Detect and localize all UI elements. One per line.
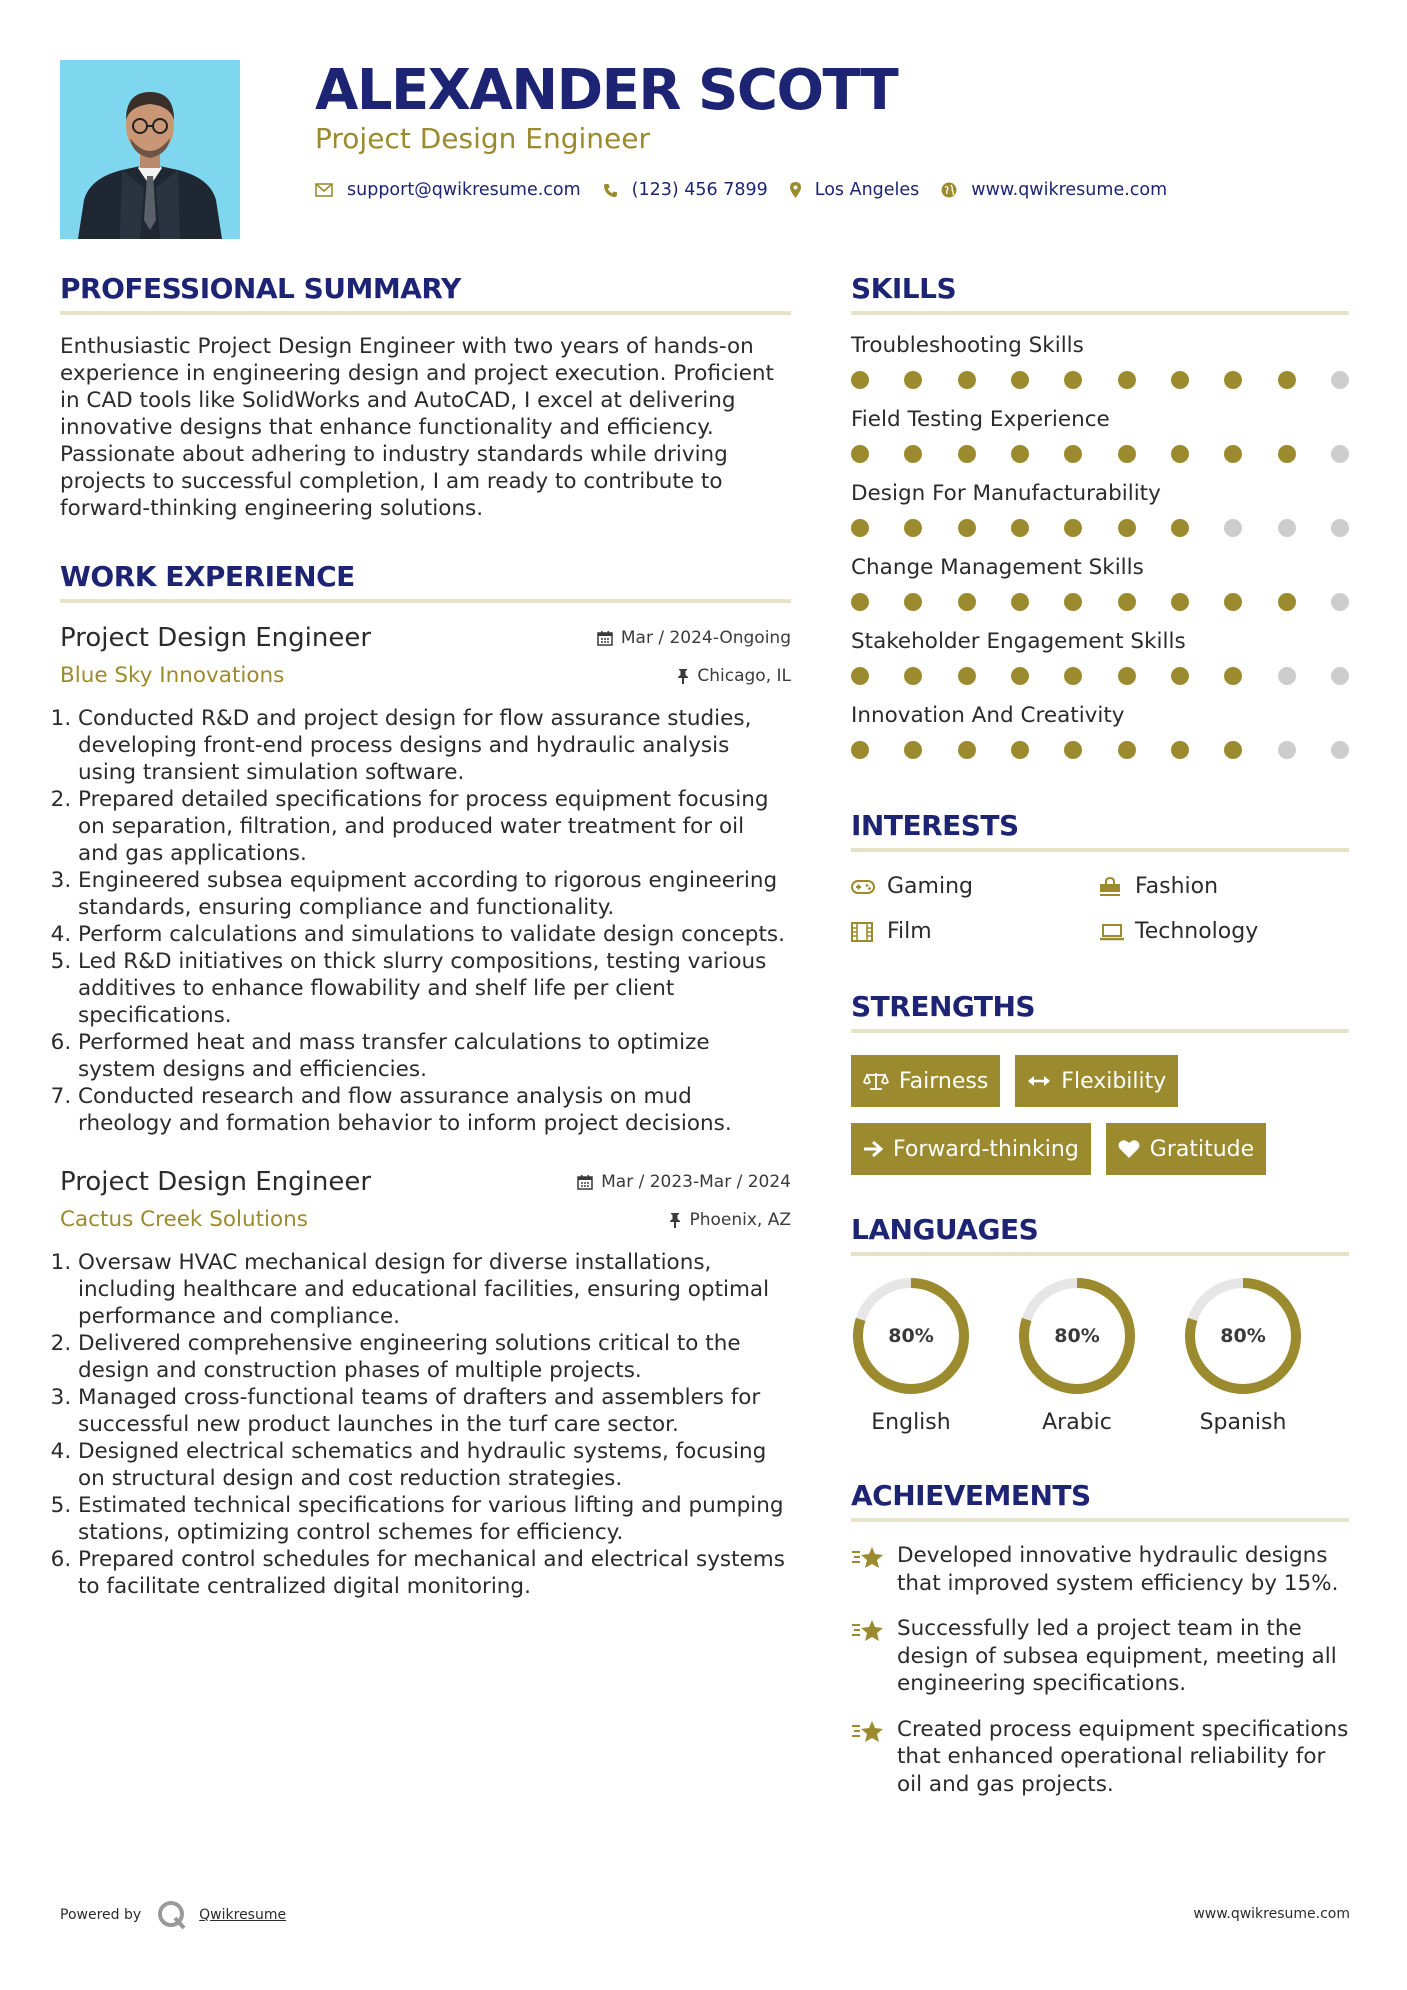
- achievement-item: [851, 1716, 1349, 1799]
- rating-dot-filled: [1118, 519, 1136, 537]
- summary-section: [60, 272, 791, 522]
- job-date-text: Mar / 2023-Mar / 2024: [601, 1172, 791, 1192]
- rating-dot-filled: [1011, 741, 1029, 759]
- list-item: 5. Led R&D initiatives on thick slurry compositions, testing various additives to enhance flowability and shelf life per client specifications.: [78, 948, 791, 1029]
- strength-label: Fairness: [899, 1068, 989, 1094]
- rating-dot-filled: [958, 741, 976, 759]
- rating-dot-filled: [851, 593, 869, 611]
- rating-dot-filled: [1171, 593, 1189, 611]
- strengths-heading: STRENGTHS: [851, 990, 1036, 1023]
- rating-dot-empty: [1278, 667, 1296, 685]
- interest-item: [851, 919, 1099, 944]
- language-item: [1017, 1276, 1137, 1435]
- language-item: [851, 1276, 971, 1435]
- rating-dot-empty: [1331, 667, 1349, 685]
- job-title: Project Design Engineer: [60, 623, 372, 653]
- rating-dot-filled: [851, 519, 869, 537]
- language-percent: 80%: [888, 1325, 934, 1347]
- skill-name: Change Management Skills: [851, 555, 1144, 580]
- rating-dot-filled: [958, 519, 976, 537]
- arrow-right-icon: [863, 1140, 883, 1158]
- shooting-star-icon: [851, 1716, 897, 1799]
- list-item: 6. Performed heat and mass transfer calculations to optimize system designs and efficiencies.: [78, 1029, 791, 1083]
- strength-tag: [851, 1123, 1091, 1175]
- achievements-heading: ACHIEVEMENTS: [851, 1479, 1091, 1512]
- rating-dot-filled: [1011, 519, 1029, 537]
- rating-dot-filled: [1224, 371, 1242, 389]
- strength-label: Forward-thinking: [893, 1136, 1079, 1162]
- gamepad-icon: [851, 880, 881, 894]
- rating-dot-filled: [1064, 667, 1082, 685]
- skill-rating: [851, 519, 1349, 537]
- rating-dot-filled: [1171, 667, 1189, 685]
- qwikresume-link[interactable]: Qwikresume: [199, 1907, 287, 1923]
- arrows-horizontal-icon: [1027, 1074, 1051, 1088]
- interest-label: Fashion: [1135, 874, 1219, 899]
- rating-dot-filled: [1118, 445, 1136, 463]
- language-name: English: [871, 1410, 951, 1435]
- rating-dot-filled: [1171, 445, 1189, 463]
- language-progress-ring: [1017, 1276, 1137, 1396]
- skill-rating: [851, 667, 1349, 685]
- divider: [60, 599, 791, 603]
- laptop-icon: [1099, 923, 1129, 941]
- rating-dot-filled: [1278, 593, 1296, 611]
- interest-item: [851, 874, 1099, 899]
- divider: [60, 311, 791, 315]
- divider: [851, 1252, 1349, 1256]
- rating-dot-filled: [904, 519, 922, 537]
- calendar-icon: [577, 1174, 593, 1190]
- globe-icon: [941, 182, 957, 198]
- email-text: support@qwikresume.com: [347, 180, 581, 200]
- pin-icon: [677, 668, 689, 684]
- job-location-text: Chicago, IL: [697, 665, 791, 686]
- powered-by-text: Powered by: [60, 1907, 142, 1923]
- rating-dot-filled: [958, 371, 976, 389]
- interests-heading: INTERESTS: [851, 809, 1019, 842]
- skill-rating: [851, 445, 1349, 463]
- footer-powered-by: [60, 1900, 286, 1930]
- rating-dot-filled: [1064, 519, 1082, 537]
- rating-dot-filled: [904, 445, 922, 463]
- pin-icon: [669, 1212, 681, 1228]
- rating-dot-empty: [1224, 519, 1242, 537]
- experience-section: [60, 560, 791, 1600]
- rating-dot-filled: [1278, 445, 1296, 463]
- strength-label: Gratitude: [1149, 1136, 1255, 1162]
- skill-name: Innovation And Creativity: [851, 703, 1125, 728]
- contact-location: [790, 180, 920, 200]
- qwikresume-logo-icon: [157, 1900, 187, 1930]
- rating-dot-filled: [1118, 667, 1136, 685]
- summary-heading: PROFESSIONAL SUMMARY: [60, 272, 461, 305]
- rating-dot-filled: [904, 741, 922, 759]
- list-item: 1. Conducted R&D and project design for flow assurance studies, developing front-end process designs and hydraulic analysis using transient simulation software.: [78, 705, 791, 786]
- envelope-icon: [315, 183, 333, 197]
- rating-dot-empty: [1331, 371, 1349, 389]
- list-item: 6. Prepared control schedules for mechanical and electrical systems to facilitate centralized digital monitoring.: [78, 1546, 791, 1600]
- rating-dot-filled: [958, 667, 976, 685]
- job-company: Blue Sky Innovations: [60, 663, 285, 688]
- interest-item: [1099, 919, 1349, 944]
- rating-dot-empty: [1278, 741, 1296, 759]
- divider: [851, 311, 1349, 315]
- job-location: [677, 666, 791, 686]
- shopping-bag-icon: [1099, 877, 1129, 897]
- rating-dot-filled: [851, 667, 869, 685]
- rating-dot-filled: [1118, 741, 1136, 759]
- list-item: 3. Engineered subsea equipment according to rigorous engineering standards, ensuring compliance and functionality.: [78, 867, 791, 921]
- balance-scale-icon: [863, 1071, 889, 1091]
- skill-item: [851, 481, 1349, 537]
- rating-dot-empty: [1278, 519, 1296, 537]
- rating-dot-filled: [1064, 371, 1082, 389]
- phone-icon: [603, 183, 618, 198]
- rating-dot-filled: [1064, 593, 1082, 611]
- left-column: [60, 272, 791, 1600]
- job-title: Project Design Engineer: [60, 1167, 372, 1197]
- strength-label: Flexibility: [1061, 1068, 1167, 1094]
- strength-tag: [1106, 1123, 1266, 1175]
- rating-dot-empty: [1331, 593, 1349, 611]
- rating-dot-filled: [1171, 741, 1189, 759]
- divider: [851, 848, 1349, 852]
- job-bullets: [60, 1249, 791, 1600]
- achievement-text: Created process equipment specifications that enhanced operational reliability for oil and gas projects.: [897, 1716, 1349, 1797]
- job-date-text: Mar / 2024-Ongoing: [620, 628, 791, 648]
- skills-heading: SKILLS: [851, 272, 957, 305]
- skill-rating: [851, 593, 1349, 611]
- job-location-text: Phoenix, AZ: [689, 1209, 791, 1230]
- achievement-text: Developed innovative hydraulic designs that improved system efficiency by 15%.: [897, 1543, 1339, 1596]
- list-item: 2. Delivered comprehensive engineering solutions critical to the design and construction phases of multiple projects.: [78, 1330, 791, 1384]
- achievement-item: [851, 1542, 1349, 1597]
- list-item: 3. Managed cross-functional teams of drafters and assemblers for successful new product launches in the turf care sector.: [78, 1384, 791, 1438]
- divider: [851, 1518, 1349, 1522]
- list-item: 4. Designed electrical schematics and hydraulic systems, focusing on structural design and cost reduction strategies.: [78, 1438, 791, 1492]
- location-text: Los Angeles: [814, 180, 920, 200]
- language-progress-ring: [1183, 1276, 1303, 1396]
- shooting-star-icon: [851, 1615, 897, 1698]
- rating-dot-filled: [851, 445, 869, 463]
- rating-dot-filled: [1278, 371, 1296, 389]
- interest-label: Film: [887, 919, 932, 944]
- job-date: [577, 1172, 791, 1192]
- website-text: www.qwikresume.com: [971, 180, 1168, 200]
- film-icon: [851, 922, 881, 942]
- rating-dot-filled: [851, 371, 869, 389]
- strength-tag: [1015, 1055, 1178, 1107]
- rating-dot-empty: [1331, 519, 1349, 537]
- skill-item: [851, 555, 1349, 611]
- rating-dot-filled: [958, 593, 976, 611]
- skill-item: [851, 703, 1349, 759]
- candidate-title: Project Design Engineer: [315, 122, 650, 155]
- rating-dot-filled: [1011, 593, 1029, 611]
- right-column: [851, 272, 1349, 1798]
- rating-dot-filled: [1011, 445, 1029, 463]
- rating-dot-empty: [1331, 445, 1349, 463]
- job-company: Cactus Creek Solutions: [60, 1207, 309, 1232]
- interest-label: Gaming: [887, 874, 973, 899]
- rating-dot-filled: [904, 371, 922, 389]
- rating-dot-empty: [1331, 741, 1349, 759]
- rating-dot-filled: [904, 593, 922, 611]
- rating-dot-filled: [851, 741, 869, 759]
- contact-bar: [315, 180, 1189, 200]
- rating-dot-filled: [1064, 445, 1082, 463]
- rating-dot-filled: [1118, 371, 1136, 389]
- achievement-item: [851, 1615, 1349, 1698]
- language-item: [1183, 1276, 1303, 1435]
- language-percent: 80%: [1054, 1325, 1100, 1347]
- rating-dot-filled: [1224, 667, 1242, 685]
- job-entry-2: [60, 1167, 791, 1600]
- language-name: Spanish: [1199, 1410, 1287, 1435]
- skills-list: [851, 333, 1349, 759]
- map-marker-icon: [790, 182, 801, 198]
- rating-dot-filled: [1171, 519, 1189, 537]
- rating-dot-filled: [1224, 593, 1242, 611]
- skill-name: Field Testing Experience: [851, 407, 1110, 432]
- skill-name: Stakeholder Engagement Skills: [851, 629, 1186, 654]
- language-name: Arabic: [1042, 1410, 1112, 1435]
- strengths-section: [851, 990, 1349, 1175]
- list-item: 7. Conducted research and flow assurance analysis on mud rheology and formation behavior to inform project decisions.: [78, 1083, 791, 1137]
- job-entry-1: [60, 623, 791, 1137]
- contact-phone[interactable]: [603, 180, 768, 200]
- profile-photo: [60, 60, 240, 239]
- achievement-text: Successfully led a project team in the design of subsea equipment, meeting all engineering specifications.: [897, 1616, 1337, 1696]
- rating-dot-filled: [1064, 741, 1082, 759]
- list-item: 1. Oversaw HVAC mechanical design for diverse installations, including healthcare and educational facilities, ensuring optimal performance and compliance.: [78, 1249, 791, 1330]
- rating-dot-filled: [1011, 371, 1029, 389]
- skill-rating: [851, 371, 1349, 389]
- rating-dot-filled: [1224, 741, 1242, 759]
- rating-dot-filled: [1011, 667, 1029, 685]
- languages-section: [851, 1213, 1349, 1435]
- job-date: [597, 628, 791, 648]
- rating-dot-filled: [1171, 371, 1189, 389]
- summary-text: Enthusiastic Project Design Engineer with two years of hands-on experience in engineering design and project execution. Proficient in CAD tools like SolidWorks and AutoCAD, I excel at delivering innovative designs that enhance functionality and efficiency. Passionate about adhering to industry standards while driving projects to successful completion, I am ready to contribute to forward-thinking engineering solutions.: [60, 334, 774, 521]
- list-item: 4. Perform calculations and simulations to validate design concepts.: [78, 921, 791, 948]
- phone-text: (123) 456 7899: [631, 180, 768, 200]
- skill-item: [851, 333, 1349, 389]
- job-location: [669, 1210, 791, 1230]
- candidate-name: ALEXANDER SCOTT: [315, 58, 898, 123]
- achievements-section: [851, 1479, 1349, 1798]
- interest-item: [1099, 874, 1349, 899]
- skill-item: [851, 629, 1349, 685]
- rating-dot-filled: [904, 667, 922, 685]
- job-bullets: [60, 705, 791, 1137]
- list-item: 2. Prepared detailed specifications for process equipment focusing on separation, filtration, and produced water treatment for oil and gas applications.: [78, 786, 791, 867]
- experience-heading: WORK EXPERIENCE: [60, 560, 355, 593]
- rating-dot-filled: [958, 445, 976, 463]
- footer-website[interactable]: www.qwikresume.com: [1193, 1906, 1350, 1922]
- interest-label: Technology: [1135, 919, 1259, 944]
- language-progress-ring: [851, 1276, 971, 1396]
- strength-tag: [851, 1055, 1000, 1107]
- skills-section: [851, 272, 1349, 759]
- languages-heading: LANGUAGES: [851, 1213, 1039, 1246]
- shooting-star-icon: [851, 1542, 897, 1597]
- skill-rating: [851, 741, 1349, 759]
- calendar-icon: [597, 630, 613, 646]
- skill-name: Design For Manufacturability: [851, 481, 1161, 506]
- skill-item: [851, 407, 1349, 463]
- contact-email[interactable]: [315, 180, 581, 200]
- heart-icon: [1118, 1139, 1140, 1159]
- language-percent: 80%: [1220, 1325, 1266, 1347]
- list-item: 5. Estimated technical specifications for various lifting and pumping stations, optimizing control schemes for efficiency.: [78, 1492, 791, 1546]
- rating-dot-filled: [1224, 445, 1242, 463]
- interests-section: [851, 809, 1349, 944]
- contact-website[interactable]: [941, 180, 1167, 200]
- divider: [851, 1029, 1349, 1033]
- skill-name: Troubleshooting Skills: [851, 333, 1084, 358]
- rating-dot-filled: [1118, 593, 1136, 611]
